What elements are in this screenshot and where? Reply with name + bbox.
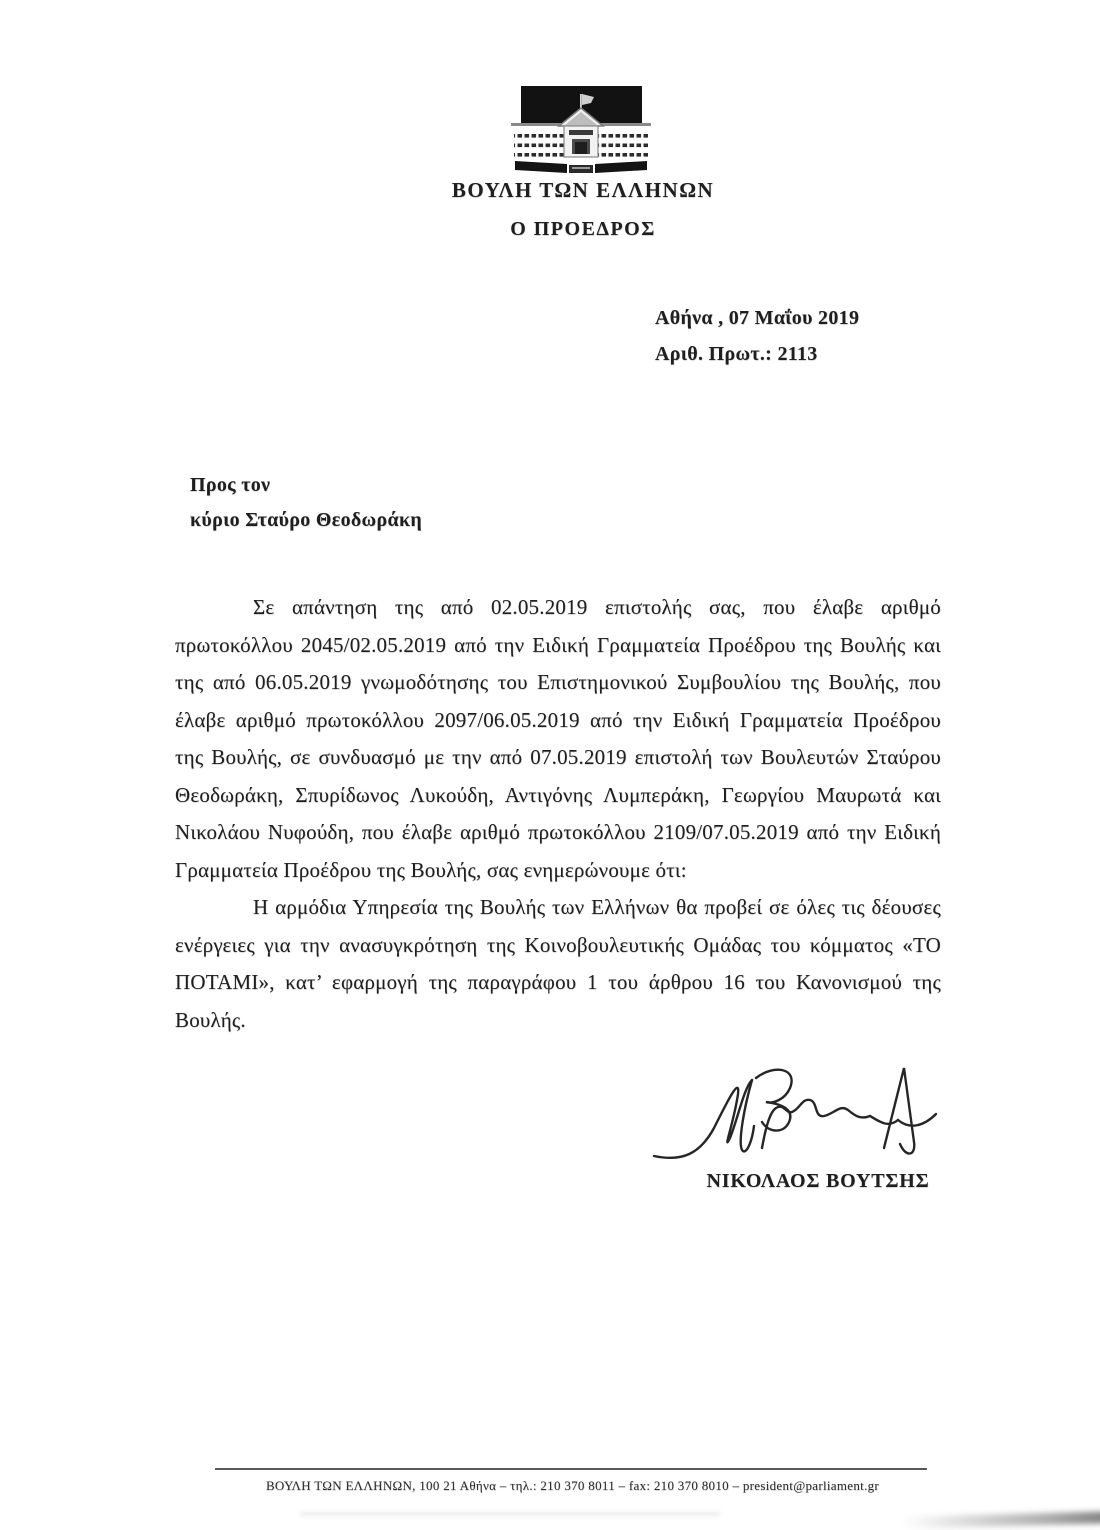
body-line: της από 06.05.2019 γνωμοδότησης του Επιστημονικού Συμβουλίου της Βουλής, που [175,670,941,694]
footer-contact-line: ΒΟΥΛΗ ΤΩΝ ΕΛΛΗΝΩΝ, 100 21 Αθήνα – τηλ.: 210 370 8011 – fax: 210 370 8010 – president@parliament.gr [265,1478,880,1493]
body-line: Σε απάντηση της από 02.05.2019 επιστολής σας, που έλαβε αριθμό [253,595,941,619]
recipient-block [190,468,422,538]
scan-artifact [300,1512,720,1516]
place-date: Αθήνα , 07 Μαΐου 2019 [655,307,860,329]
body-line: ΠΟΤΑΜΙ», κατ’ εφαρμογή της παραγράφου 1 του άρθρου 16 του Κανονισμού της [175,970,941,994]
body-line: Θεοδωράκη, Σπυρίδωνος Λυκούδη, Αντιγόνης Λυμπεράκη, Γεωργίου Μαυρωτά και [175,782,941,807]
body-line: πρωτοκόλλου 2045/02.05.2019 από την Ειδική Γραμματεία Προέδρου της Βουλής και [175,632,941,657]
body-line: ενέργειες για την ανασυγκρότηση της Κοινοβουλευτικής Ομάδας του κόμματος «ΤΟ [175,932,941,957]
footer-divider [215,1468,927,1470]
body-line: Νικολάου Νυφούδη, που έλαβε αριθμό πρωτοκόλλου 2109/07.05.2019 από την Ειδική [175,820,941,844]
recipient-line-2: κύριο Σταύρο Θεοδωράκη [190,509,423,531]
signer-name: ΝΙΚΟΛΑΟΣ ΒΟΥΤΣΗΣ [706,1170,930,1192]
parliament-emblem-icon [503,84,659,178]
date-protocol-block [655,300,859,372]
role-title: Ο ΠΡΟΕΔΡΟΣ [510,218,656,240]
letter-body [175,589,941,1039]
recipient-line-1: Προς τον [190,474,271,496]
signature-image [648,1056,948,1168]
scan-artifact [902,1511,1100,1528]
org-title: ΒΟΥΛΗ ΤΩΝ ΕΛΛΗΝΩΝ [451,178,715,202]
body-line: Βουλής. [175,1007,246,1032]
body-line: Η αρμόδια Υπηρεσία της Βουλής των Ελλήνων θα προβεί σε όλες τις δέουσες [253,895,941,919]
body-line: έλαβε αριθμό πρωτοκόλλου 2097/06.05.2019 από την Ειδική Γραμματεία Προέδρου [175,707,941,732]
body-line: της Βουλής, σε συνδυασμό με την από 07.05.2019 επιστολή των Βουλευτών Σταύρου [175,745,941,769]
body-line: Γραμματεία Προέδρου της Βουλής, σας ενημερώνουμε ότι: [175,857,687,882]
protocol-number: Αριθ. Πρωτ.: 2113 [655,343,818,365]
